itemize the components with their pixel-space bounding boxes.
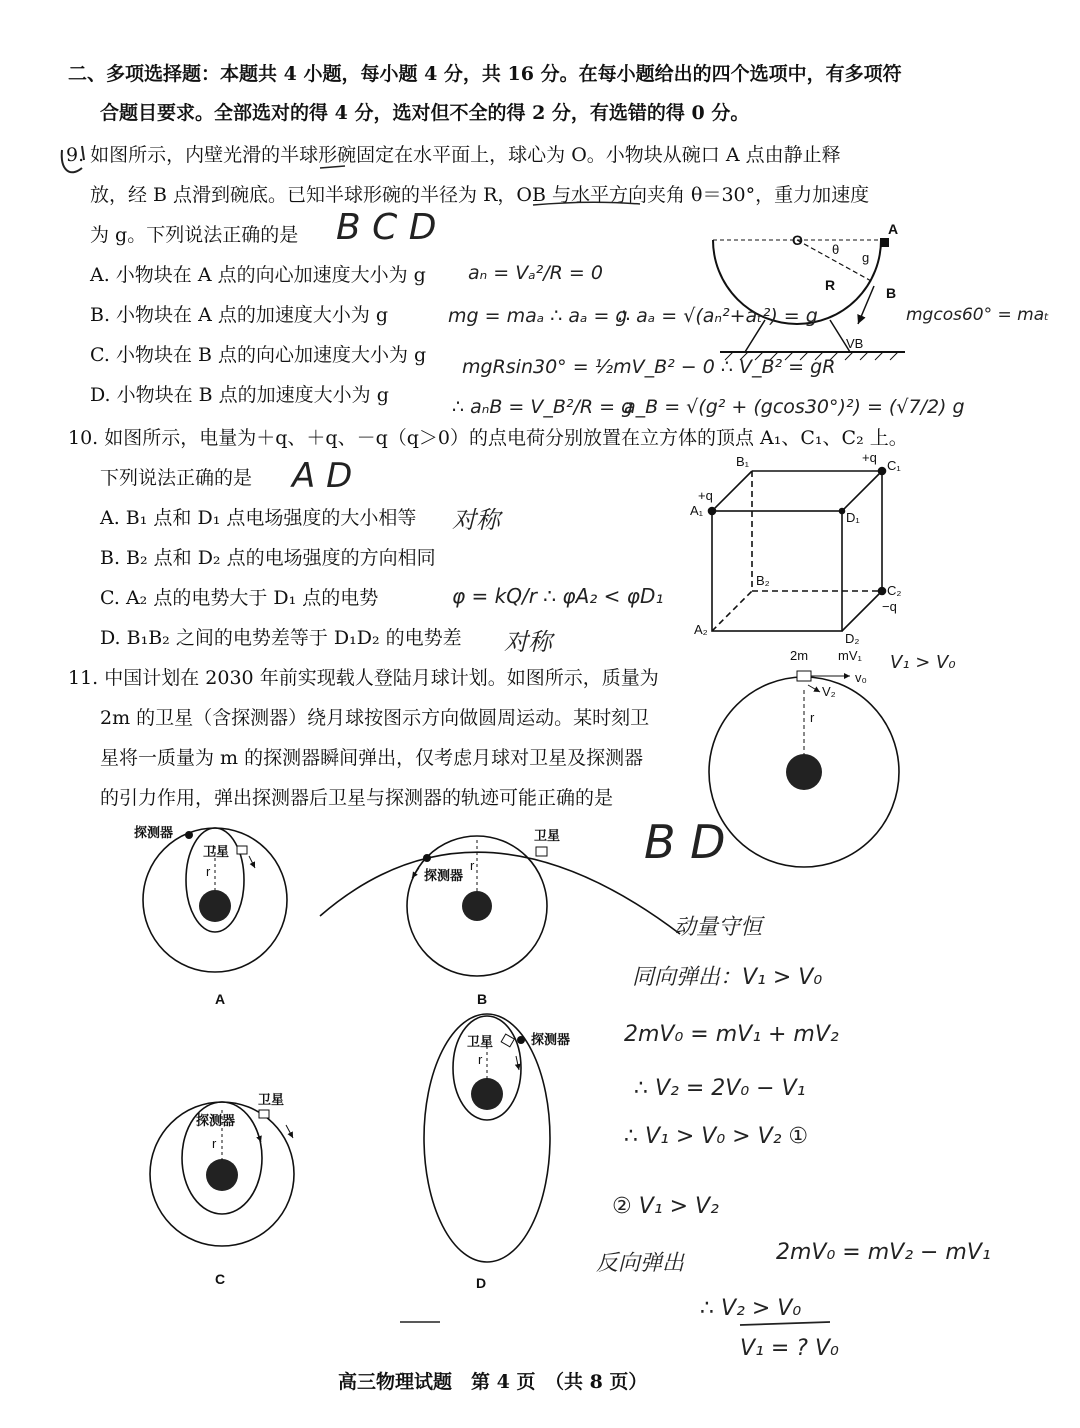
fraction-bar-icon	[740, 1322, 830, 1325]
q9-stem-line2: 放，经 B 点滑到碗底。已知半球形碗的半径为 R，OB 与水平方向夹角 θ＝30°，重力加速度	[90, 184, 870, 206]
label-o: O	[792, 232, 803, 248]
q9-option-a: A. 小物块在 A 点的向心加速度大小为 g	[90, 264, 426, 286]
hw-eq1: 2mV₀ = mV₁ + mV₂	[624, 1022, 839, 1047]
hw-q10-answer: A D	[292, 456, 353, 496]
optC-probe-label: 探测器	[196, 1113, 236, 1128]
label-b: B	[886, 285, 897, 301]
hw-anb: ∴ aₙB = V_B²/R = g	[452, 396, 634, 418]
label-a1: A₁	[690, 503, 704, 518]
label-c1: C₁	[887, 458, 901, 473]
hw-an: aₙ = Vₐ²/R = 0	[468, 262, 603, 284]
hw-eq2: ∴ V₂ = 2V₀ − V₁	[634, 1076, 806, 1101]
hw-opposite-direction: 反向弹出	[596, 1251, 685, 1276]
label-v0: v₀	[855, 670, 867, 685]
label-b2: B₂	[756, 573, 770, 588]
block-a-icon	[880, 238, 889, 247]
page-footer: 高三物理试题 第 4 页 （共 8 页）	[338, 1371, 648, 1393]
check-mark-icon	[62, 146, 84, 172]
label-plus-q-c1: +q	[862, 450, 877, 465]
q11-stem-line3: 星将一质量为 m 的探测器瞬间弹出，仅考虑月球对卫星及探测器	[100, 747, 644, 769]
hw-mg: mg = maₐ ∴ aₐ = g	[448, 305, 628, 327]
q10-option-b: B. B₂ 点和 D₂ 点的电场强度的方向相同	[100, 547, 436, 569]
q10-option-a: A. B₁ 点和 D₁ 点电场强度的大小相等	[100, 507, 417, 529]
hw-sym1: 对称	[452, 506, 500, 534]
section-heading-line1: 二、多项选择题：本题共 4 小题，每小题 4 分，共 16 分。在每小题给出的四个选项中，有多项符	[68, 63, 902, 85]
q9-stem-line3: 为 g。下列说法正确的是	[90, 224, 299, 246]
q11-option-d-figure	[424, 1014, 550, 1262]
q11-option-b-figure	[320, 836, 680, 976]
q11-stem-line1: 11. 中国计划在 2030 年前实现载人登陆月球计划。如图所示，质量为	[68, 667, 659, 689]
q10-stem-line1: 10. 如图所示，电量为＋q、＋q、－q（q＞0）的点电荷分别放置在立方体的顶点 A₁、C₁、C₂ 上。	[68, 427, 908, 449]
q10-cube-figure	[709, 468, 886, 632]
optC-r-label: r	[212, 1136, 217, 1151]
label-minus-q-c2: −q	[882, 599, 897, 614]
hw-eq6: ∴ V₂ > V₀	[700, 1296, 802, 1321]
optC-sat-label: 卫星	[258, 1092, 285, 1107]
hw-ag: ∴ aₐ = √(aₙ²+aₜ²) = g	[618, 305, 818, 327]
hw-q9-answer: B C D	[336, 207, 437, 248]
optB-probe-label: 探测器	[424, 868, 464, 883]
hw-phi: φ = kQ/r ∴ φA₂ < φD₁	[452, 584, 664, 608]
optA-caption: A	[215, 991, 226, 1007]
label-d2: D₂	[845, 631, 860, 646]
q9-option-d: D. 小物块在 B 点的加速度大小为 g	[90, 384, 389, 406]
q10-option-c: C. A₂ 点的电势大于 D₁ 点的电势	[100, 587, 379, 609]
hw-eq3: ∴ V₁ > V₀ > V₂ ①	[624, 1124, 809, 1149]
q9-bowl-figure	[713, 221, 905, 360]
q11-stem-line2: 2m 的卫星（含探测器）绕月球按图示方向做圆周运动。某时刻卫	[100, 707, 650, 729]
hw-q11-answer: B D	[644, 815, 726, 869]
q9-stem-line1: 9. 如图所示，内壁光滑的半球形碗固定在水平面上，球心为 O。小物块从碗口 A 点由静止释	[66, 144, 841, 166]
optA-sat-label: 卫星	[203, 844, 230, 859]
label-plus-q-a1: +q	[698, 488, 713, 503]
q10-stem-line2: 下列说法正确的是	[100, 467, 253, 489]
hw-energy: mgRsin30° = ½mV_B² − 0 ∴ V_B² = gR	[462, 356, 836, 378]
q11-main-orbit-figure	[709, 671, 899, 867]
q11-stem-line4: 的引力作用，弹出探测器后卫星与探测器的轨迹可能正确的是	[100, 787, 614, 809]
label-2m: 2m	[790, 648, 809, 663]
label-r: R	[825, 277, 836, 293]
hw-sym2: 对称	[504, 628, 552, 656]
label-v2: V₂	[822, 684, 836, 699]
q9-option-b: B. 小物块在 A 点的加速度大小为 g	[90, 304, 389, 326]
optD-sat-label: 卫星	[467, 1034, 494, 1049]
q9-option-c: C. 小物块在 B 点的向心加速度大小为 g	[90, 344, 427, 366]
hw-eq5: 2mV₀ = mV₂ − mV₁	[776, 1240, 991, 1265]
label-main-r: r	[810, 710, 815, 725]
optB-r-label: r	[470, 858, 475, 873]
label-vb: VB	[846, 336, 864, 351]
optD-probe-label: 探测器	[531, 1032, 571, 1047]
label-d1: D₁	[846, 510, 860, 525]
label-mv1: mV₁	[838, 648, 862, 663]
underline-icon	[320, 166, 640, 205]
optB-sat-label: 卫星	[534, 828, 561, 843]
hw-eq4: ② V₁ > V₂	[612, 1194, 719, 1219]
hw-same-direction: 同向弹出：V₁ > V₀	[632, 965, 823, 990]
q10-option-d: D. B₁B₂ 之间的电势差等于 D₁D₂ 的电势差	[100, 627, 462, 649]
hw-ab: a_B = √(g² + (gcos30°)²) = (√7/2) g	[624, 396, 965, 418]
label-theta: θ	[832, 242, 840, 257]
optD-caption: D	[476, 1275, 487, 1291]
section-heading-line2: 合题目要求。全部选对的得 4 分，选对但不全的得 2 分，有选错的得 0 分。	[100, 102, 750, 124]
optA-r-label: r	[206, 864, 211, 879]
optD-r-label: r	[478, 1052, 483, 1067]
label-c2: C₂	[887, 583, 902, 598]
label-a: A	[888, 221, 899, 237]
hw-eq7: V₁ = ? V₀	[740, 1336, 839, 1361]
hw-v1v0: V₁ > V₀	[890, 652, 956, 673]
label-g: g	[862, 250, 870, 265]
optC-caption: C	[215, 1271, 226, 1287]
label-a2: A₂	[694, 622, 708, 637]
optB-caption: B	[477, 991, 488, 1007]
label-b1: B₁	[736, 454, 750, 469]
optA-probe-label: 探测器	[134, 825, 174, 840]
hw-force: mgcos60° = maₜ	[906, 305, 1050, 325]
hw-momentum: 动量守恒	[674, 915, 763, 940]
